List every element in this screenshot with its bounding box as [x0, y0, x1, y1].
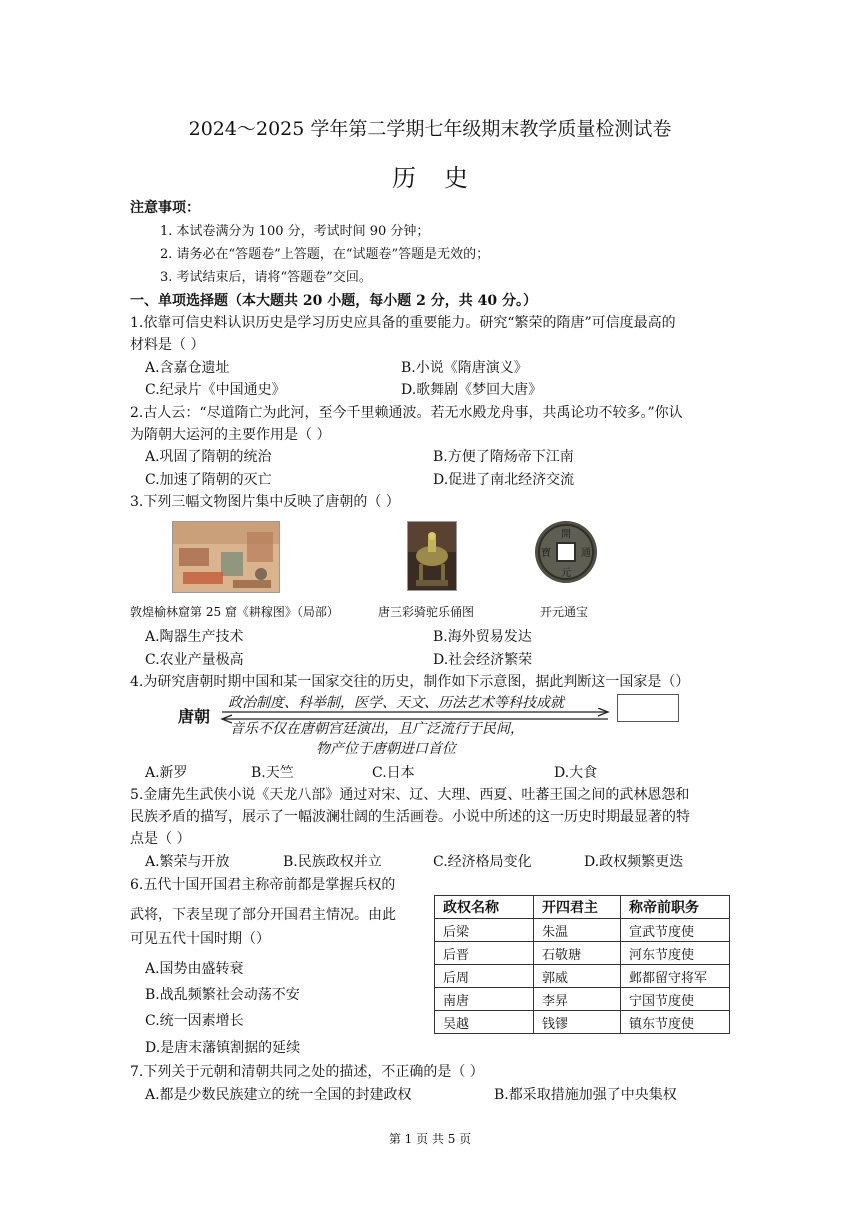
table-cell: 宁国节度使	[621, 988, 730, 1011]
page-footer: 第 1 页 共 5 页	[388, 1132, 472, 1146]
q6-stem-line1: 6.五代十国开国君主称帝前都是掌握兵权的	[130, 877, 396, 893]
table-cell: 宣武节度使	[621, 919, 730, 942]
q6-stem-line2: 武将，下表呈现了部分开国君主情况。由此	[130, 907, 396, 923]
svg-text:通: 通	[581, 548, 591, 559]
table-cell: 邺都留守将军	[621, 965, 730, 988]
q6-option-d: D.是唐末藩镇割据的延续	[145, 1040, 301, 1056]
tri-color-camel-image	[407, 521, 457, 591]
q1-stem-line2: 材料是（ ）	[130, 337, 205, 353]
q3-option-a: A.陶器生产技术	[145, 629, 244, 645]
q2-option-d: D.促进了南北经济交流	[433, 472, 575, 488]
cave-mural-image	[172, 521, 280, 593]
table-row	[435, 1011, 730, 1034]
notice-item-2: 2. 请务必在“答题卷”上答题，在“试题卷”答题是无效的；	[160, 247, 490, 262]
q6-stem-line3: 可见五代十国时期（）	[130, 931, 270, 947]
svg-text:寶: 寶	[541, 548, 551, 559]
q2-option-a: A.巩固了隋朝的统治	[145, 449, 272, 465]
table-cell: 钱镠	[534, 1011, 621, 1034]
q2-stem-line2: 为隋朝大运河的主要作用是（ ）	[130, 427, 331, 443]
notice-item-3: 3. 考试结束后，请将“答题卷”交回。	[160, 270, 372, 285]
table-cell: 后晋	[435, 942, 534, 965]
diagram-arrow-bottom-text-1: 音乐不仅在唐朝宫廷演出，且广泛流行于民间，	[230, 721, 524, 737]
q1-option-b: B.小说《隋唐演义》	[401, 360, 528, 376]
founders-table	[434, 895, 730, 1034]
diagram-arrow-top-text: 政治制度、科举制，医学、天文、历法艺术等科技成就	[228, 695, 564, 711]
q2-option-c: C.加速了隋朝的灭亡	[145, 472, 272, 488]
q2-stem-line1: 2.古人云：“尽道隋亡为此河，至今千里赖通波。若无水殿龙舟事，共禹论功不较多。”你认	[130, 405, 683, 421]
table-cell: 河东节度使	[621, 942, 730, 965]
q5-option-a: A.繁荣与开放	[145, 854, 230, 870]
table-cell: 郭威	[534, 965, 621, 988]
q7-option-a: A.都是少数民族建立的统一全国的封建政权	[145, 1087, 412, 1103]
q3-option-b: B.海外贸易发达	[433, 629, 532, 645]
table-cell: 后周	[435, 965, 534, 988]
q4-option-c: C.日本	[372, 765, 415, 781]
q7-stem: 7.下列关于元朝和清朝共同之处的描述，不正确的是（ ）	[130, 1064, 484, 1080]
q4-stem: 4.为研究唐朝时期中国和某一国家交往的历史，制作如下示意图，据此判断这一国家是（）	[130, 674, 690, 690]
q1-stem-line1: 1.依靠可信史料认识历史是学习历史应具备的重要能力。研究“繁荣的隋唐”可信度最高的	[130, 315, 676, 331]
table-header-cell: 开四君主	[534, 896, 621, 919]
q6-option-b: B.战乱频繁社会动荡不安	[145, 987, 300, 1003]
q3-stem: 3.下列三幅文物图片集中反映了唐朝的（ ）	[130, 494, 400, 510]
q5-stem-line2: 民族矛盾的描写，展示了一幅波澜壮阔的生活画卷。小说中所述的这一历史时期最显著的特	[130, 809, 690, 825]
table-cell: 李昇	[534, 988, 621, 1011]
q2-option-b: B.方便了隋炀帝下江南	[433, 449, 574, 465]
q5-option-d: D.政权频繁更迭	[584, 854, 684, 870]
svg-text:元: 元	[561, 568, 571, 579]
section-heading: 一、单项选择题（本大题共 20 小题，每小题 2 分，共 40 分。）	[130, 293, 537, 309]
q4-option-a: A.新罗	[145, 765, 188, 781]
q1-option-a: A.含嘉仓遗址	[145, 360, 230, 376]
svg-text:開: 開	[561, 529, 571, 540]
table-row	[435, 919, 730, 942]
table-row	[435, 965, 730, 988]
table-cell: 石敬瑭	[534, 942, 621, 965]
table-cell: 南唐	[435, 988, 534, 1011]
table-header-cell: 政权名称	[435, 896, 534, 919]
table-cell: 吴越	[435, 1011, 534, 1034]
q5-stem-line3: 点是（ ）	[130, 831, 191, 847]
q3-option-c: C.农业产量极高	[145, 652, 244, 668]
q5-option-c: C.经济格局变化	[433, 854, 532, 870]
notice-item-1: 1. 本试卷满分为 100 分，考试时间 90 分钟；	[160, 224, 430, 239]
table-cell: 朱温	[534, 919, 621, 942]
q4-option-d: D.大食	[554, 765, 598, 781]
diagram-tang-label: 唐朝	[178, 709, 211, 726]
subject-title: 历史	[392, 164, 496, 192]
q5-option-b: B.民族政权并立	[283, 854, 382, 870]
q6-option-a: A.国势由盛转衰	[145, 961, 244, 977]
q7-option-b: B.都采取措施加强了中央集权	[494, 1087, 677, 1103]
notice-heading: 注意事项：	[130, 200, 200, 216]
q3-caption-1: 敦煌榆林窟第 25 窟《耕稼图》（局部）	[130, 605, 339, 619]
table-header-row	[435, 896, 730, 919]
q4-option-b: B.天竺	[251, 765, 294, 781]
q1-option-d: D.歌舞剧《梦回大唐》	[401, 382, 543, 398]
q3-caption-2: 唐三彩骑驼乐俑图	[378, 605, 475, 619]
kaiyuan-coin-image	[533, 519, 599, 585]
diagram-arrow-bottom-text-2: 物产位于唐朝进口首位	[316, 741, 456, 757]
table-header-cell: 称帝前职务	[621, 896, 730, 919]
q3-caption-3: 开元通宝	[540, 605, 589, 619]
table-row	[435, 942, 730, 965]
q3-option-d: D.社会经济繁荣	[433, 652, 533, 668]
diagram-answer-box	[617, 694, 679, 722]
table-row	[435, 988, 730, 1011]
exam-title: 2024～2025 学年第二学期七年级期末教学质量检测试卷	[188, 118, 672, 140]
table-cell: 后梁	[435, 919, 534, 942]
q5-stem-line1: 5.金庸先生武侠小说《天龙八部》通过对宋、辽、大理、西夏、吐蕃王国之间的武林恩怨和	[130, 787, 690, 803]
q6-option-c: C.统一因素增长	[145, 1013, 244, 1029]
q1-option-c: C.纪录片《中国通史》	[145, 382, 286, 398]
table-cell: 镇东节度使	[621, 1011, 730, 1034]
